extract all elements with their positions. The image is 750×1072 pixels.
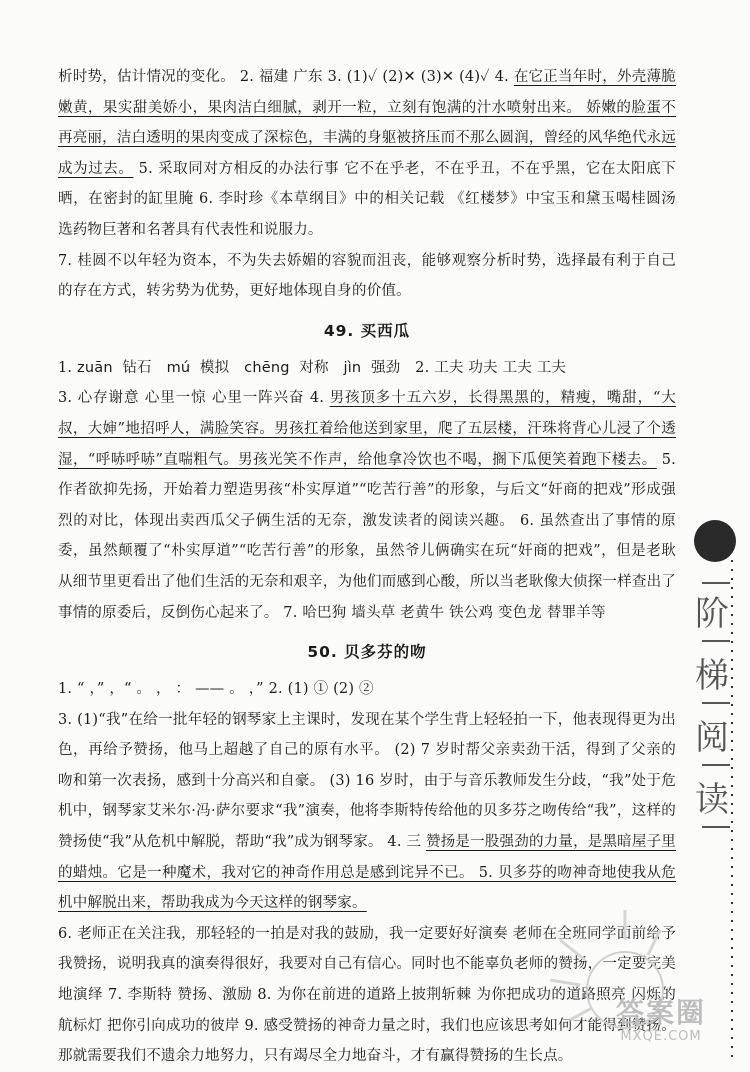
pinyin-item xyxy=(244,353,329,384)
answer-paragraph xyxy=(58,62,676,246)
section-title: 50. 贝多芬的吻 xyxy=(307,643,427,662)
sidebar-char: 读 xyxy=(695,780,729,820)
watermark-text: 答案圈 xyxy=(615,996,706,1029)
answer-text: 3. 心存谢意 心里一惊 心里一阵兴奋 4. xyxy=(58,390,330,407)
answer-paragraph xyxy=(58,246,676,307)
underlined-answer: 赞扬是一股强劲的力量，是黑暗屋子里的蜡烛。它是一种魔术，我对它的神奇作用总是感到诧异不已。 5. 贝多芬的吻神奇地使我从危机中解脱出来，帮助我成为今天这样的钢琴家。 xyxy=(58,834,677,912)
answer-text: 1. “ ，” ，“ 。 ， ： —— 。 ，” 2. (1) ① (2) ② xyxy=(58,681,374,698)
answer-text: 5. 采取同对方相反的办法行事 它不在乎老，不在乎丑，不在乎黑，它在太阳底下晒，在密封的缸里腌 6. 李时珍《本草纲目》中的相关记载 《红楼梦》中宝玉和黛玉喝桂圆汤 选药物巨著和名著具有代表性和说服力。 xyxy=(58,160,677,238)
underlined-answer: 在它正当年时，外壳薄脆嫩黄，果实甜美娇小，果肉洁白细腻，剥开一粒，立刻有饱满的汁水喷射出来。 娇嫩的脸蛋不再亮丽，洁白透明的果肉变成了深棕色，丰满的身躯被挤压而不那么圆润，曾经的风华绝代永远成为过去。 xyxy=(58,69,676,177)
pinyin-item xyxy=(167,353,230,384)
answer-paragraph xyxy=(58,674,676,705)
section-title: 49. 买西瓜 xyxy=(323,321,411,340)
divider xyxy=(702,764,730,766)
answer-paragraph xyxy=(58,383,676,628)
pinyin: mú xyxy=(166,359,191,376)
word: 模拟 xyxy=(199,359,230,376)
answer-text: 1. xyxy=(58,359,78,376)
word: 对称 xyxy=(299,359,329,376)
divider xyxy=(702,640,730,642)
answer-text: 3. (1)“我”在给一批年轻的钢琴家上主课时，发现在某个学生背上轻轻拍一下，他表现得更为出色，再给予赞扬，他马上超越了自己的原有水平。 (2) 7 岁时帮父亲卖劲干活，得到了父亲的吻和第一次表扬，感到十分高兴和自豪。 (3) 16 岁时，由于与音乐教师发生分歧，“我”处于危机中，钢琴家艾米尔·冯·萨尔要求“我”演奏，他将李斯特传给他的贝多芬之吻传给“我”，这样的赞扬使“我”从危机中解脱，帮助“我”成为钢琴家。 4. 三 xyxy=(58,711,676,851)
answer-text: 5. 作者欲抑先扬，开始着力塑造男孩“朴实厚道”“吃苦行善”的形象，与后文“奸商的把戏”形成强烈的对比，体现出卖西瓜父子俩生活的无奈，激发读者的阅读兴趣。 6. 虽然查出了事情的原委，虽然颠覆了“朴实厚道”“吃苦行善”的形象，虽然爷儿俩确实在玩“奸商的把戏”，但是老耿从细节里更看出了他们生活的无奈和艰辛，为他们而感到心酸，所以当老耿像大侦探一样查出了事情的原委后，反倒伤心起来了。 7. 哈巴狗 墙头草 老黄牛 铁公鸡 变色龙 替罪羊等 xyxy=(58,451,676,621)
dot-icon xyxy=(694,520,736,562)
watermark-url: MXQE.COM xyxy=(620,1029,702,1044)
sidebar-char: 阅 xyxy=(695,718,729,758)
sidebar-char: 阶 xyxy=(695,594,729,634)
divider xyxy=(702,702,730,704)
underlined-answer: 男孩顶多十五六岁，长得黑黑的，精瘦，嘴甜，“大叔，大婶”地招呼人，满脸笑容。男孩扛着给他送到家里，爬了五层楼，汗珠将背心儿浸了个透湿，“呼哧呼哧”直喘粗气。男孩光笑不作声，给他拿冷饮也不喝，搁下瓜便笑着跑下楼去。 xyxy=(58,390,676,468)
answer-text: 7. 桂圆不以年轻为资本，不为失去娇媚的容貌而沮丧，能够观察分析时势，选择最有利于自己的存在方式，转劣势为优势，更好地体现自身的价值。 xyxy=(58,252,676,300)
series-sidebar xyxy=(690,520,740,1060)
answer-text: 6. 老师正在关注我，那轻轻的一拍是对我的鼓励，我一定要好好演奏 老师在全班同学面前给予我赞扬，说明我真的演奏得很好，我要对自己有信心。同时也不能辜负老师的赞扬，一定要完美地演绎 7. 李斯特 赞扬、激励 8. 为你在前进的道路上披荆斩棘 为你把成功的道路照亮 闪烁的航标灯 把你引向成功的彼岸 9. 感受赞扬的神奇力量之时，我们也应该思考如何才能得到赞扬。那就需要我们不遗余力地努力，只有竭尽全力地奋斗，才有赢得赞扬的生长点。 xyxy=(58,925,676,1065)
answer-text: 析时势，估计情况的变化。 2. 福建 广东 3. (1)✓ (2)✕ (3)✕ (4)✓ 4. xyxy=(58,69,514,85)
divider xyxy=(702,826,730,828)
answer-paragraph xyxy=(58,353,676,384)
pinyin: jìn xyxy=(343,359,362,376)
sidebar-char: 梯 xyxy=(695,656,729,696)
site-watermark xyxy=(586,997,736,1053)
answer-text: 2. 工夫 功夫 工夫 工夫 xyxy=(415,359,567,376)
word: 钻石 xyxy=(122,359,152,376)
pinyin: zuān xyxy=(77,359,113,376)
pinyin: chēng xyxy=(244,359,290,376)
pinyin-item xyxy=(343,353,400,384)
word: 强劲 xyxy=(370,359,401,376)
divider xyxy=(702,582,730,584)
pinyin-item xyxy=(77,353,152,384)
